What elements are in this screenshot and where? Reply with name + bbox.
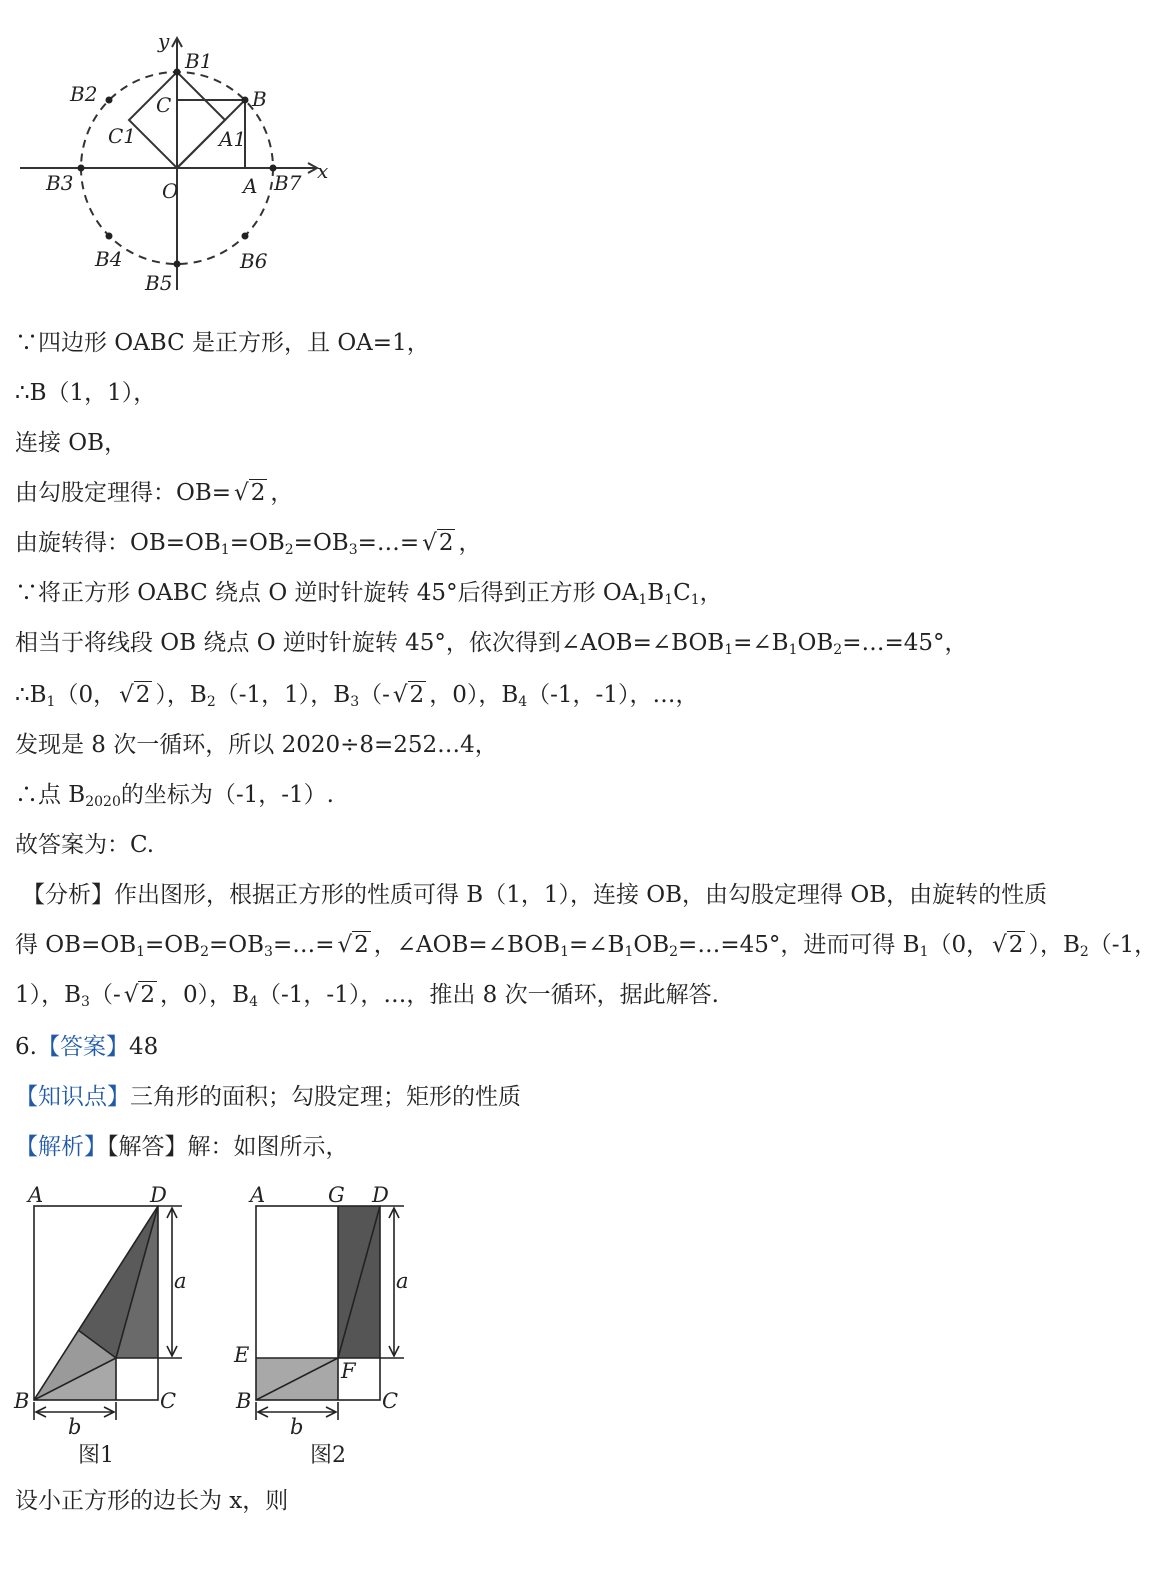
fig1-label-b-dim: b	[68, 1415, 82, 1439]
label-b2: B2	[70, 82, 98, 106]
rectangle-figures	[10, 1178, 430, 1478]
label-c1: C1	[108, 124, 137, 148]
text-line-5: 由旋转得：$OB=OB_1=OB_2=OB_3=\dots= √2$ ，	[15, 530, 482, 558]
text-line-6: ∵将正方形 OABC 绕点 O 逆时针旋转 45°后得到正方形 $OA_1B_1C_1$，	[15, 580, 723, 608]
analysis-line-2: 得 $OB=OB_1=OB_2=OB_3=\dots= √2$ ，$\angle AOB=\angle BOB_1=\angle B_1OB_2=\dots=45^\circ$，进而可得 $B_1(0$， √2 ），$B_2(-1$，	[15, 932, 1157, 960]
label-b5: B5	[145, 271, 173, 295]
text-line-1: ∵四边形 OABC 是正方形，且 OA=1，	[15, 330, 430, 356]
label-b7: B7	[274, 171, 302, 195]
solution-intro: 【解析】【解答】解：如图所示，	[15, 1134, 349, 1160]
label-b: B	[252, 87, 267, 111]
analysis-line-3: 1），$B_3(-$ √2 ，0），$B_4(-1$，-1），…，推出 8 次一循环，据此解答.	[15, 982, 719, 1010]
point-b1	[174, 69, 181, 76]
label-a: A	[243, 174, 258, 198]
label-x: x	[317, 159, 329, 183]
label-b1: B1	[185, 49, 213, 73]
point-b3	[78, 165, 85, 172]
point-b5	[174, 261, 181, 268]
text-line-7: 相当于将线段 OB 绕点 O 逆时针旋转 45°，依次得到$\angle AOB=\angle BOB_1=\angle B_1OB_2=\dots=45^\circ$，	[15, 630, 968, 658]
text-line-8: $\therefore B_1(0$， √2 ），$B_2(-1$，1），$B_3(-$ √2 ，0），$B_4(-1$，-1），…，	[15, 682, 699, 710]
label-a1: A1	[219, 127, 247, 151]
point-b4	[106, 233, 113, 240]
text-line-3: 连接 OB，	[15, 430, 128, 456]
fig1-caption: 图1	[78, 1443, 114, 1468]
label-y: y	[158, 29, 170, 53]
point-b	[242, 97, 249, 104]
point-b6	[242, 233, 249, 240]
label-b3: B3	[46, 171, 74, 195]
rotation-diagram	[12, 28, 342, 308]
knowledge-point: 【知识点】三角形的面积；勾股定理；矩形的性质	[15, 1084, 521, 1110]
fig2-label-e: E	[234, 1343, 250, 1367]
text-line-2: ∴B（1，1），	[15, 380, 157, 406]
sqrt2-radical: √2	[123, 982, 156, 1008]
text-line-11: 故答案为：C.	[15, 832, 155, 858]
fig2-label-g: G	[328, 1183, 345, 1207]
sqrt2-radical: √2	[992, 932, 1024, 958]
label-b4: B4	[95, 247, 123, 271]
fig2-label-f: F	[341, 1359, 356, 1383]
fig2-label-d: D	[372, 1183, 389, 1207]
text-line-9: 发现是 8 次一循环，所以 2020÷8=252…4，	[15, 732, 498, 758]
text-last-line: 设小正方形的边长为 x，则	[15, 1488, 289, 1514]
label-b6: B6	[240, 249, 268, 273]
fig1-label-c: C	[160, 1389, 177, 1413]
sqrt2-radical: √2	[392, 682, 425, 708]
fig1-label-d: D	[150, 1183, 167, 1207]
text-line-4: 由勾股定理得：OB= √2 ，	[15, 480, 294, 506]
fig1-label-b: B	[14, 1389, 30, 1413]
label-o: O	[162, 179, 179, 203]
fig1-label-a: A	[28, 1183, 44, 1207]
point-b2	[106, 97, 113, 104]
figure-2	[233, 1183, 409, 1468]
fig2-label-a-dim: a	[396, 1269, 409, 1293]
figure-1	[13, 1183, 187, 1468]
label-c: C	[156, 93, 172, 117]
sqrt2-radical: √2	[422, 530, 454, 556]
sqrt2-radical: √2	[337, 932, 369, 958]
fig2-label-b: B	[236, 1389, 252, 1413]
fig2-label-b-dim: b	[290, 1415, 304, 1439]
fig1-label-a-dim: a	[174, 1269, 187, 1293]
text-line-10: ∴点 $B_{2020}$的坐标为（-1，-1）.	[15, 782, 334, 810]
sqrt2-radical: √2	[234, 480, 266, 506]
fig2-caption: 图2	[310, 1443, 346, 1468]
fig2-label-c: C	[382, 1389, 399, 1413]
fig2-label-a: A	[250, 1183, 266, 1207]
question-6-answer: 6.【答案】48	[15, 1034, 159, 1060]
sqrt2-radical: √2	[119, 682, 151, 708]
analysis-line-1: 【分析】作出图形，根据正方形的性质可得 B（1，1），连接 OB，由勾股定理得 OB，由旋转的性质	[22, 882, 1048, 908]
